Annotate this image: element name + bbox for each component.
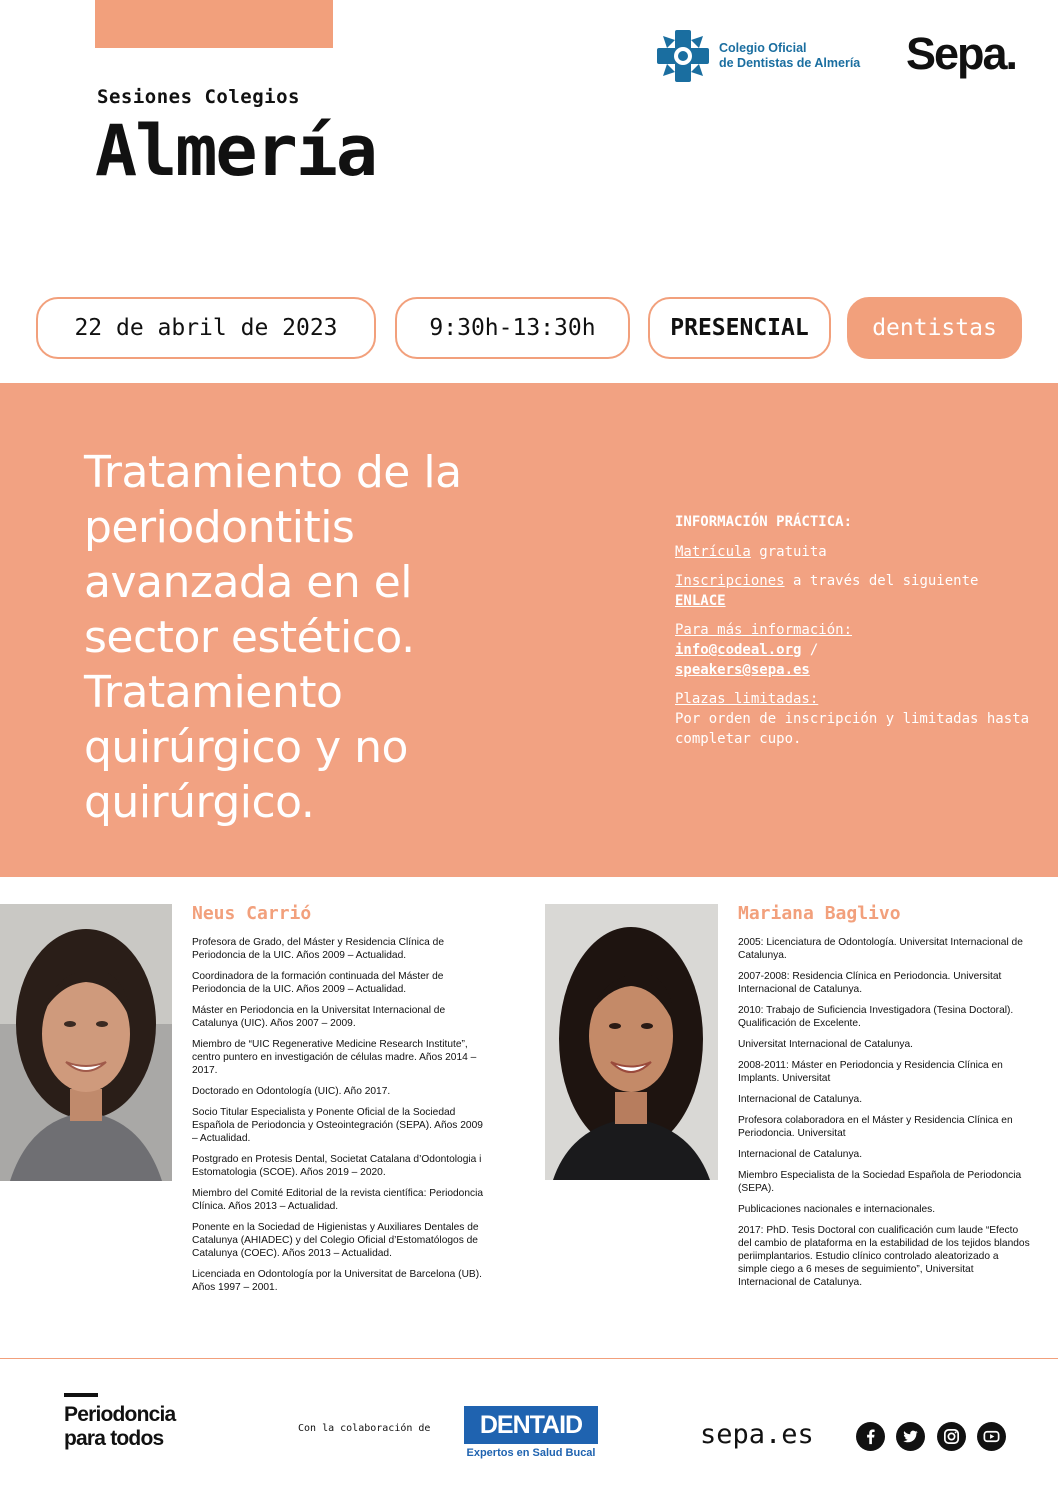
info-contact	[675, 620, 1035, 680]
youtube-icon[interactable]	[977, 1422, 1006, 1451]
email-sepa-link[interactable]: speakers@sepa.es	[675, 662, 810, 678]
bio-item: 2010: Trabajo de Suficiencia Investigadora (Tesina Doctoral). Qualificación de Excelente.	[738, 1005, 1014, 1029]
info-matricula	[675, 542, 1035, 562]
bio-item: Ponente en la Sociedad de Higienistas y Auxiliares Dentales de Catalunya (AHIADEC) y del Colegio Oficial d’Estomatólogos de Catalunya (COEC). Años 2013 – Actualidad.	[192, 1222, 479, 1259]
email-separator: /	[801, 642, 819, 658]
date-pill: 22 de abril de 2023	[36, 297, 376, 359]
inscripciones-link[interactable]: Inscripciones	[675, 573, 785, 589]
matricula-text: gratuita	[750, 544, 827, 560]
dentaid-tagline: Expertos en Salud Bucal	[466, 1447, 596, 1459]
speaker-photo-mariana	[545, 904, 718, 1180]
course-title: Tratamiento de la periodontitis avanzada en el sector estético. Tratamiento quirúrgico y no quirúrgico.	[84, 447, 462, 828]
bio-item: Universitat Internacional de Catalunya.	[738, 1039, 913, 1050]
periodoncia-para-todos-logo	[64, 1403, 175, 1451]
coea-logo	[655, 28, 860, 84]
practical-info	[675, 512, 1035, 758]
instagram-icon[interactable]	[937, 1422, 966, 1451]
speaker-bio-neus	[192, 936, 484, 1302]
audience-pill: dentistas	[847, 297, 1022, 359]
page-title: Almería	[95, 110, 377, 192]
ppt-line1: Periodoncia	[64, 1403, 176, 1426]
bio-item: Internacional de Catalunya.	[738, 1094, 863, 1105]
bio-item: Miembro de “UIC Regenerative Medicine Research Institute”, centro puntero en investigación de células madre. Años 2014 – 2017.	[192, 1039, 477, 1076]
bio-item: Profesora de Grado, del Máster y Residencia Clínica de Periodoncia de la UIC. Años 2009 – Actualidad.	[192, 937, 444, 961]
bio-item: 2005: Licenciatura de Odontología. Universitat Internacional de Catalunya.	[738, 937, 1023, 961]
speaker-portrait-1	[0, 904, 172, 1181]
header-accent-tab	[95, 0, 333, 48]
bio-item: 2007-2008: Residencia Clínica en Periodoncia. Universitat Internacional de Catalunya.	[738, 971, 1002, 995]
info-plazas	[675, 689, 1035, 749]
speaker-bio-mariana	[738, 936, 1030, 1297]
bio-item: Socio Titular Especialista y Ponente Oficial de la Sociedad Española de Periodoncia y Osteointegración (SEPA). Años 2009 – Actualidad.	[192, 1107, 483, 1144]
more-info-label: Para más información:	[675, 622, 853, 638]
plazas-text: Por orden de inscripción y limitadas hasta completar cupo.	[675, 711, 1030, 747]
matricula-link[interactable]: Matrícula	[675, 544, 751, 560]
ppt-line2: para todos	[64, 1427, 164, 1450]
twitter-icon[interactable]	[896, 1422, 925, 1451]
time-pill: 9:30h-13:30h	[395, 297, 630, 359]
inscripciones-text: a través del siguiente	[784, 573, 979, 589]
coea-name-line2: de Dentistas de Almería	[719, 56, 861, 70]
email-codeal-link[interactable]: info@codeal.org	[675, 642, 802, 658]
speaker-name-neus: Neus Carrió	[192, 903, 312, 924]
coea-name-line1: Colegio Oficial	[719, 41, 807, 55]
sepa-logo: Sepa.	[906, 28, 1017, 79]
plazas-label: Plazas limitadas:	[675, 691, 819, 707]
bio-item: 2017: PhD. Tesis Doctoral con cualificación cum laude “Efecto del cambio de plataforma en la estabilidad de los tejidos blandos periimplantarios. Estudio clínico controlado aleatorizado a simple ciego a 6 meses de seguimiento”, Universitat Internacional de Catalunya.	[738, 1225, 1030, 1288]
speaker-photo-neus	[0, 904, 172, 1181]
dentaid-wordmark: DENTAID	[464, 1406, 598, 1444]
bio-item: Coordinadora de la formación continuada del Máster de Periodoncia de la UIC. Años 2009 – Actualidad.	[192, 971, 444, 995]
website-link[interactable]: sepa.es	[700, 1419, 814, 1450]
facebook-icon[interactable]	[856, 1422, 885, 1451]
bio-item: Licenciada en Odontología por la Universitat de Barcelona (UB). Años 1997 – 2001.	[192, 1269, 482, 1293]
bio-item: 2008-2011: Máster en Periodoncia y Residencia Clínica en Implants. Universitat	[738, 1060, 1003, 1084]
enlace-link[interactable]: ENLACE	[675, 593, 726, 609]
mode-pill: PRESENCIAL	[648, 297, 831, 359]
ppt-logo-bar	[64, 1393, 98, 1397]
dentaid-logo	[464, 1406, 598, 1459]
info-inscripciones	[675, 571, 1035, 611]
info-heading: INFORMACIÓN PRÁCTICA:	[675, 514, 853, 530]
bio-item: Miembro Especialista de la Sociedad Española de Periodoncia (SEPA).	[738, 1170, 1022, 1194]
speaker-portrait-2	[545, 904, 718, 1180]
coea-emblem-icon	[655, 28, 711, 84]
footer-divider	[0, 1358, 1058, 1359]
bio-item: Miembro del Comité Editorial de la revista científica: Periodoncia Clínica. Años 2013 – Actualidad.	[192, 1188, 484, 1212]
bio-item: Profesora colaboradora en el Máster y Residencia Clínica en Periodoncia. Universitat	[738, 1115, 1013, 1139]
collaboration-label: Con la colaboración de	[298, 1423, 431, 1434]
bio-item: Publicaciones nacionales e internacionales.	[738, 1204, 936, 1215]
bio-item: Doctorado en Odontología (UIC). Año 2017.	[192, 1086, 391, 1097]
speaker-name-mariana: Mariana Baglivo	[738, 903, 901, 924]
bio-item: Máster en Periodoncia en la Universitat Internacional de Catalunya (UIC). Años 2007 – 2009.	[192, 1005, 446, 1029]
bio-item: Internacional de Catalunya.	[738, 1149, 863, 1160]
bio-item: Postgrado en Protesis Dental, Societat Catalana d’Odontologia i Estomatologia (SCOE). Años 2019 – 2020.	[192, 1154, 482, 1178]
page-subtitle: Sesiones Colegios	[97, 86, 300, 108]
